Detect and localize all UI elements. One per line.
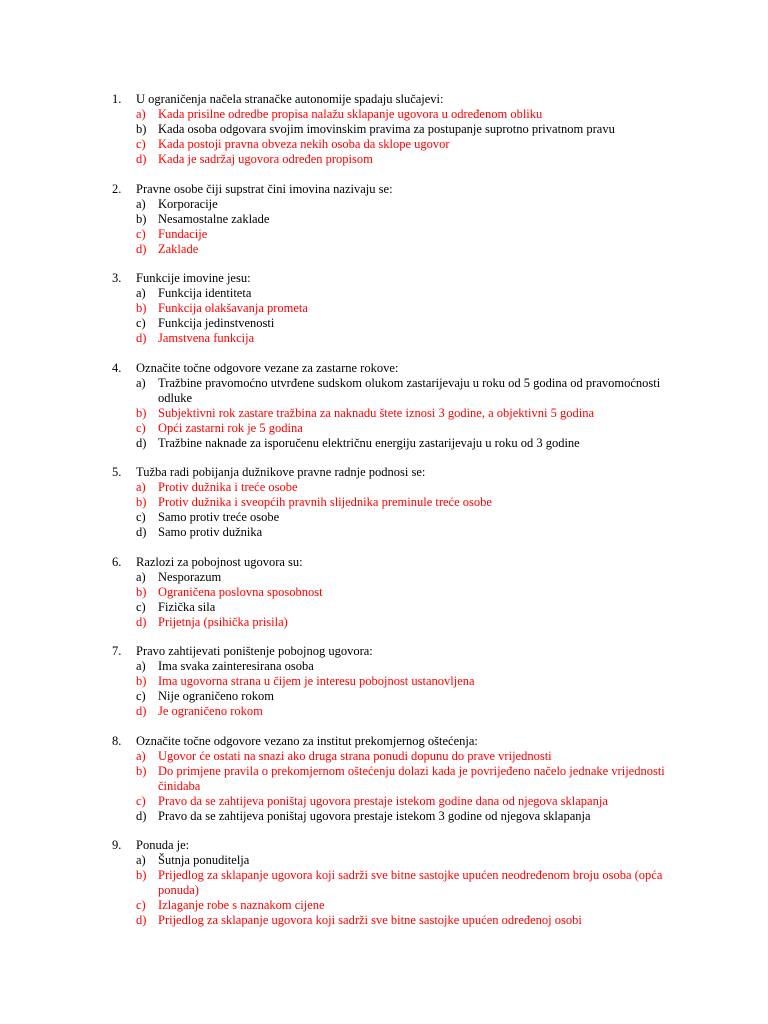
answer-option-correct [112, 421, 672, 436]
answer-text: Kada prisilne odredbe propisa nalažu sklapanje ugovora u određenom obliku [158, 107, 543, 121]
answer-text: Prijetnja (psihička prisila) [158, 614, 288, 629]
answer-text: Funkcija jedinstvenosti [158, 316, 275, 330]
question-text: Funkcije imovine jesu: [136, 271, 251, 285]
answer-list [112, 570, 672, 630]
question-4 [112, 361, 672, 451]
answer-letter: c) [136, 226, 146, 241]
answer-text: Samo protiv dužnika [158, 525, 263, 539]
answer-option [112, 570, 672, 585]
question-text: Ponuda je: [136, 838, 190, 852]
answer-option [112, 809, 672, 824]
answer-letter: d) [136, 704, 147, 718]
answer-option [112, 659, 672, 674]
question-list [112, 92, 672, 943]
answer-option-correct [112, 301, 672, 316]
answer-letter: d) [136, 152, 147, 166]
answer-letter: b) [136, 868, 147, 882]
answer-letter: a) [136, 286, 146, 300]
question-text: Označite točne odgovore vezane za zastarne rokove: [136, 360, 399, 375]
answer-option-correct [112, 898, 672, 913]
question-number: 1. [112, 92, 122, 106]
answer-text: Funkcija identiteta [158, 286, 252, 300]
answer-text: Šutnja ponuditelja [158, 853, 250, 867]
answer-letter: c) [136, 599, 146, 614]
answer-list [112, 853, 672, 928]
answer-option [112, 510, 672, 525]
question-line [112, 92, 672, 107]
question-3 [112, 271, 672, 346]
answer-text: Do primjene pravila o prekomjernom oštećenju dolazi kada je povrijeđeno načelo jednake vrijednosti činidaba [158, 763, 665, 793]
answer-text: Protiv dužnika i treće osobe [158, 480, 298, 494]
question-line [112, 465, 672, 480]
answer-text: Ograničena poslovna sposobnost [158, 584, 323, 599]
question-text: Tužba radi pobijanja dužnikove pravne radnje podnosi se: [136, 465, 426, 479]
answer-option-correct [112, 749, 672, 764]
question-text: Razlozi za pobojnost ugovora su: [136, 554, 303, 569]
answer-letter: d) [136, 525, 147, 539]
answer-option-correct [112, 764, 672, 794]
answer-option [112, 316, 672, 331]
answer-letter: b) [136, 674, 147, 688]
answer-text: Prijedlog za sklapanje ugovora koji sadrži sve bitne sastojke upućen neodređenom broju osoba (opća ponuda) [158, 868, 663, 897]
answer-text: Kada osoba odgovara svojim imovinskim pravima za postupanje suprotno privatnom pravu [158, 122, 615, 136]
answer-text: Ugovor će ostati na snazi ako druga strana ponudi dopunu do prave vrijednosti [158, 748, 552, 763]
answer-option [112, 122, 672, 137]
answer-letter: d) [136, 913, 147, 927]
question-line [112, 361, 672, 376]
answer-text: Funkcija olakšavanja prometa [158, 301, 308, 315]
question-number: 8. [112, 733, 122, 748]
answer-text: Nije ograničeno rokom [158, 689, 274, 703]
answer-text: Nesporazum [158, 569, 222, 584]
answer-letter: b) [136, 405, 147, 420]
answer-letter: c) [136, 689, 146, 703]
answer-text: Korporacije [158, 196, 218, 211]
question-2 [112, 182, 672, 257]
answer-text: Subjektivni rok zastare tražbina za naknadu štete iznosi 3 godine, a objektivni 5 godina [158, 405, 594, 420]
answer-letter: a) [136, 196, 146, 211]
answer-option [112, 436, 672, 451]
answer-letter: a) [136, 480, 146, 494]
answer-letter: b) [136, 211, 147, 226]
answer-option-correct [112, 480, 672, 495]
answer-option-correct [112, 794, 672, 809]
answer-list [112, 197, 672, 257]
answer-list [112, 107, 672, 167]
question-text: U ograničenja načela stranačke autonomije spadaju slučajevi: [136, 92, 444, 106]
answer-letter: a) [136, 659, 146, 673]
answer-option-correct [112, 227, 672, 242]
answer-letter: b) [136, 122, 147, 136]
answer-text: Zaklade [158, 241, 199, 256]
answer-option-correct [112, 704, 672, 719]
answer-option-correct [112, 152, 672, 167]
question-8 [112, 734, 672, 824]
answer-letter: c) [136, 793, 146, 808]
question-line [112, 182, 672, 197]
answer-option-correct [112, 868, 672, 898]
answer-text: Nesamostalne zaklade [158, 211, 270, 226]
answer-text: Fundacije [158, 226, 208, 241]
answer-letter: c) [136, 137, 146, 151]
answer-option [112, 286, 672, 301]
answer-text: Izlaganje robe s naznakom cijene [158, 898, 325, 912]
answer-option-correct [112, 495, 672, 510]
answer-option [112, 197, 672, 212]
answer-option-correct [112, 615, 672, 630]
question-number: 6. [112, 554, 122, 569]
answer-text: Kada postoji pravna obveza nekih osoba da sklope ugovor [158, 137, 450, 151]
answer-text: Opći zastarni rok je 5 godina [158, 420, 303, 435]
question-number: 4. [112, 360, 122, 375]
question-7 [112, 644, 672, 719]
question-5 [112, 465, 672, 540]
answer-text: Tražbine pravomoćno utvrđene sudskom olukom zastarijevaju u roku od 5 godina od pravomoćnosti odluke [158, 375, 661, 405]
answer-option [112, 212, 672, 227]
answer-letter: d) [136, 241, 147, 256]
answer-text: Protiv dužnika i sveopćih pravnih slijednika preminule treće osobe [158, 495, 492, 509]
answer-option-correct [112, 406, 672, 421]
answer-letter: b) [136, 763, 147, 778]
question-text: Pravo zahtijevati poništenje pobojnog ugovora: [136, 644, 373, 658]
answer-letter: a) [136, 107, 146, 121]
answer-option [112, 853, 672, 868]
answer-option [112, 525, 672, 540]
answer-text: Tražbine naknade za isporučenu električnu energiju zastarijevaju u roku od 3 godine [158, 435, 580, 450]
question-line [112, 734, 672, 749]
answer-letter: a) [136, 853, 146, 867]
question-number: 3. [112, 271, 122, 285]
answer-letter: d) [136, 435, 147, 450]
answer-option-correct [112, 107, 672, 122]
answer-letter: b) [136, 495, 147, 509]
question-text: Pravne osobe čiji supstrat čini imovina nazivaju se: [136, 181, 393, 196]
question-number: 2. [112, 181, 122, 196]
answer-option-correct [112, 331, 672, 346]
answer-letter: d) [136, 331, 147, 345]
question-line [112, 271, 672, 286]
answer-letter: a) [136, 748, 146, 763]
answer-text: Pravo da se zahtijeva poništaj ugovora prestaje istekom 3 godine od njegova sklapanja [158, 808, 591, 823]
answer-option [112, 376, 672, 406]
answer-option [112, 600, 672, 615]
answer-list [112, 749, 672, 824]
question-text: Označite točne odgovore vezano za institut prekomjernog oštećenja: [136, 733, 478, 748]
question-line [112, 555, 672, 570]
answer-letter: b) [136, 584, 147, 599]
answer-text: Ima ugovorna strana u čijem je interesu pobojnost ustanovljena [158, 674, 475, 688]
answer-letter: d) [136, 614, 147, 629]
answer-text: Pravo da se zahtijeva poništaj ugovora prestaje istekom godine dana od njegova sklapanja [158, 793, 608, 808]
answer-text: Kada je sadržaj ugovora određen propisom [158, 152, 373, 166]
answer-letter: b) [136, 301, 147, 315]
answer-list [112, 480, 672, 540]
answer-letter: c) [136, 316, 146, 330]
answer-text: Ima svaka zainteresirana osoba [158, 659, 314, 673]
answer-option-correct [112, 674, 672, 689]
answer-option-correct [112, 242, 672, 257]
answer-letter: d) [136, 808, 147, 823]
question-line [112, 644, 672, 659]
answer-option-correct [112, 585, 672, 600]
answer-option-correct [112, 913, 672, 928]
question-number: 7. [112, 644, 122, 658]
answer-letter: c) [136, 898, 146, 912]
answer-letter: c) [136, 510, 146, 524]
answer-list [112, 286, 672, 346]
answer-text: Fizička sila [158, 599, 216, 614]
question-1 [112, 92, 672, 167]
question-number: 5. [112, 465, 122, 479]
question-9 [112, 838, 672, 928]
answer-option-correct [112, 137, 672, 152]
answer-text: Samo protiv treće osobe [158, 510, 280, 524]
question-line [112, 838, 672, 853]
answer-option [112, 689, 672, 704]
answer-letter: a) [136, 375, 146, 390]
answer-text: Jamstvena funkcija [158, 331, 255, 345]
answer-letter: c) [136, 420, 146, 435]
question-6 [112, 555, 672, 630]
question-number: 9. [112, 838, 122, 852]
answer-text: Je ograničeno rokom [158, 704, 263, 718]
answer-list [112, 376, 672, 451]
answer-list [112, 659, 672, 719]
answer-text: Prijedlog za sklapanje ugovora koji sadrži sve bitne sastojke upućen određenoj osobi [158, 913, 582, 927]
answer-letter: a) [136, 569, 146, 584]
